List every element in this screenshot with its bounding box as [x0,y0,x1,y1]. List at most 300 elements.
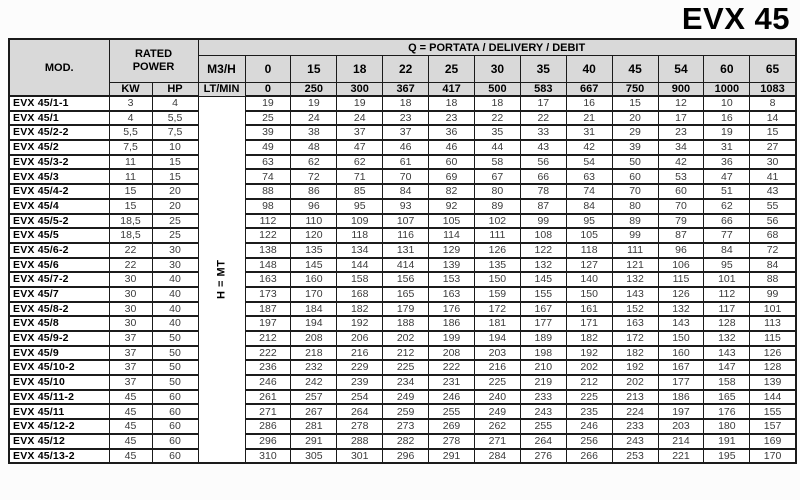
m3h-value: 35 [520,56,566,83]
head-value-cell: 264 [520,434,566,449]
head-value-cell: 132 [612,272,658,287]
kw-cell: 18,5 [109,228,152,243]
model-cell: EVX 45/9 [9,346,109,361]
head-unit-cell [198,96,245,463]
head-value-cell: 85 [337,184,383,199]
head-value-cell: 208 [291,331,337,346]
head-value-cell: 80 [612,199,658,214]
head-value-cell: 47 [337,140,383,155]
head-value-cell: 98 [245,199,291,214]
rated-power-label: RATED POWER [132,48,175,73]
head-value-cell: 225 [474,375,520,390]
kw-cell: 22 [109,243,152,258]
hp-cell: 20 [152,184,198,199]
table-row [9,287,796,302]
head-value-cell: 95 [704,258,750,273]
head-value-cell: 150 [566,287,612,302]
head-value-cell: 72 [750,243,796,258]
head-value-cell: 34 [658,140,704,155]
model-cell: EVX 45/7-2 [9,272,109,287]
hp-cell: 5,5 [152,111,198,126]
head-value-cell: 195 [704,449,750,464]
head-value-cell: 21 [566,111,612,126]
head-value-cell: 16 [704,111,750,126]
head-value-cell: 139 [750,375,796,390]
table-row [9,125,796,140]
head-value-cell: 14 [750,111,796,126]
kw-cell: 45 [109,434,152,449]
head-value-cell: 41 [750,169,796,184]
head-value-cell: 278 [429,434,475,449]
table-row [9,375,796,390]
head-value-cell: 140 [566,272,612,287]
head-value-cell: 117 [704,302,750,317]
head-value-cell: 192 [337,316,383,331]
head-value-cell: 67 [474,169,520,184]
head-value-cell: 144 [750,390,796,405]
head-value-cell: 156 [383,272,429,287]
table-row [9,419,796,434]
head-value-cell: 89 [474,199,520,214]
head-value-cell: 17 [658,111,704,126]
head-value-cell: 48 [291,140,337,155]
head-value-cell: 19 [704,125,750,140]
head-value-cell: 243 [520,404,566,419]
head-value-cell: 63 [566,169,612,184]
head-value-cell: 54 [566,155,612,170]
head-value-cell: 214 [658,434,704,449]
head-value-cell: 18 [429,96,475,111]
head-value-cell: 278 [337,419,383,434]
head-value-cell: 51 [704,184,750,199]
head-value-cell: 19 [337,96,383,111]
head-value-cell: 70 [612,184,658,199]
h-mt-label: H = MT [215,259,228,300]
head-value-cell: 122 [520,243,566,258]
head-value-cell: 225 [383,360,429,375]
head-value-cell: 114 [429,228,475,243]
head-value-cell: 126 [750,346,796,361]
head-value-cell: 87 [658,228,704,243]
head-value-cell: 194 [291,316,337,331]
head-value-cell: 171 [566,316,612,331]
head-value-cell: 69 [429,169,475,184]
hp-cell: 25 [152,214,198,229]
head-value-cell: 84 [383,184,429,199]
hp-cell: 50 [152,331,198,346]
ltmin-value: 417 [429,83,475,97]
head-value-cell: 284 [474,449,520,464]
head-value-cell: 187 [245,302,291,317]
head-value-cell: 163 [612,316,658,331]
table-row [9,449,796,464]
head-value-cell: 62 [704,199,750,214]
table-row [9,316,796,331]
head-value-cell: 232 [291,360,337,375]
head-value-cell: 194 [474,331,520,346]
head-value-cell: 70 [658,199,704,214]
head-value-cell: 12 [658,96,704,111]
model-cell: EVX 45/4 [9,199,109,214]
head-value-cell: 169 [750,434,796,449]
table-row [9,360,796,375]
head-value-cell: 15 [750,125,796,140]
hp-cell: 40 [152,272,198,287]
head-value-cell: 19 [291,96,337,111]
head-value-cell: 118 [337,228,383,243]
head-value-cell: 240 [474,390,520,405]
head-value-cell: 101 [704,272,750,287]
m3h-label: M3/H [198,56,245,83]
head-value-cell: 254 [337,390,383,405]
head-value-cell: 101 [750,302,796,317]
head-value-cell: 296 [245,434,291,449]
head-value-cell: 19 [245,96,291,111]
head-value-cell: 108 [520,228,566,243]
head-value-cell: 222 [429,360,475,375]
head-value-cell: 197 [245,316,291,331]
kw-cell: 22 [109,258,152,273]
head-value-cell: 249 [474,404,520,419]
head-value-cell: 39 [612,140,658,155]
hp-cell: 60 [152,434,198,449]
hp-cell: 60 [152,390,198,405]
head-value-cell: 239 [337,375,383,390]
hp-cell: 30 [152,243,198,258]
head-value-cell: 225 [566,390,612,405]
head-value-cell: 273 [383,419,429,434]
head-value-cell: 35 [474,125,520,140]
head-value-cell: 128 [750,360,796,375]
head-value-cell: 218 [291,346,337,361]
header-row-q [9,39,796,56]
head-value-cell: 96 [658,243,704,258]
head-value-cell: 116 [383,228,429,243]
head-value-cell: 172 [474,302,520,317]
head-value-cell: 126 [474,243,520,258]
table-row [9,272,796,287]
head-value-cell: 165 [704,390,750,405]
head-value-cell: 127 [566,258,612,273]
ltmin-label: LT/MIN [198,83,245,97]
pump-performance-table [8,38,797,464]
model-cell: EVX 45/13-2 [9,449,109,464]
head-value-cell: 203 [474,346,520,361]
m3h-value: 22 [383,56,429,83]
m3h-value: 54 [658,56,704,83]
kw-cell: 37 [109,360,152,375]
model-cell: EVX 45/5-2 [9,214,109,229]
head-value-cell: 47 [704,169,750,184]
head-value-cell: 202 [383,331,429,346]
hp-cell: 60 [152,449,198,464]
head-value-cell: 186 [429,316,475,331]
head-value-cell: 208 [429,346,475,361]
model-cell: EVX 45/6 [9,258,109,273]
kw-cell: 37 [109,331,152,346]
model-cell: EVX 45/2 [9,140,109,155]
head-value-cell: 10 [704,96,750,111]
head-value-cell: 42 [658,155,704,170]
head-value-cell: 25 [245,111,291,126]
kw-cell: 45 [109,404,152,419]
head-value-cell: 121 [612,258,658,273]
head-value-cell: 266 [566,449,612,464]
head-value-cell: 77 [704,228,750,243]
head-value-cell: 86 [291,184,337,199]
head-value-cell: 221 [658,449,704,464]
table-row [9,390,796,405]
table-row [9,331,796,346]
head-value-cell: 176 [704,404,750,419]
kw-cell: 37 [109,375,152,390]
head-value-cell: 36 [704,155,750,170]
hp-header: HP [152,83,198,97]
head-value-cell: 106 [658,258,704,273]
head-value-cell: 18 [474,96,520,111]
model-cell: EVX 45/6-2 [9,243,109,258]
head-value-cell: 62 [337,155,383,170]
head-value-cell: 231 [429,375,475,390]
head-value-cell: 84 [566,199,612,214]
head-value-cell: 173 [245,287,291,302]
head-value-cell: 216 [337,346,383,361]
head-value-cell: 243 [612,434,658,449]
head-value-cell: 212 [245,331,291,346]
head-value-cell: 66 [520,169,566,184]
head-value-cell: 8 [750,96,796,111]
head-value-cell: 206 [337,331,383,346]
head-value-cell: 203 [658,419,704,434]
head-value-cell: 271 [474,434,520,449]
head-value-cell: 167 [658,360,704,375]
head-value-cell: 291 [429,449,475,464]
head-value-cell: 60 [429,155,475,170]
ltmin-value: 1083 [750,83,796,97]
head-value-cell: 155 [520,287,566,302]
head-value-cell: 145 [520,272,566,287]
ltmin-value: 500 [474,83,520,97]
model-cell: EVX 45/4-2 [9,184,109,199]
m3h-value: 25 [429,56,475,83]
head-value-cell: 58 [474,155,520,170]
head-value-cell: 89 [612,214,658,229]
hp-cell: 7,5 [152,125,198,140]
head-value-cell: 109 [337,214,383,229]
head-value-cell: 224 [612,404,658,419]
head-value-cell: 150 [474,272,520,287]
hp-cell: 50 [152,375,198,390]
head-value-cell: 235 [566,404,612,419]
head-value-cell: 165 [383,287,429,302]
head-value-cell: 150 [658,331,704,346]
kw-cell: 15 [109,199,152,214]
head-value-cell: 305 [291,449,337,464]
head-value-cell: 179 [383,302,429,317]
model-cell: EVX 45/2-2 [9,125,109,140]
head-value-cell: 111 [612,243,658,258]
head-value-cell: 20 [612,111,658,126]
kw-cell: 37 [109,346,152,361]
head-value-cell: 139 [429,258,475,273]
head-value-cell: 143 [658,316,704,331]
model-cell: EVX 45/8 [9,316,109,331]
head-value-cell: 18 [383,96,429,111]
head-value-cell: 253 [612,449,658,464]
head-value-cell: 55 [750,199,796,214]
head-value-cell: 246 [566,419,612,434]
hp-cell: 15 [152,155,198,170]
head-value-cell: 95 [566,214,612,229]
kw-cell: 3 [109,96,152,111]
head-value-cell: 301 [337,449,383,464]
head-value-cell: 234 [383,375,429,390]
model-cell: EVX 45/12 [9,434,109,449]
head-value-cell: 84 [704,243,750,258]
head-value-cell: 281 [291,419,337,434]
head-value-cell: 229 [337,360,383,375]
head-value-cell: 296 [383,449,429,464]
kw-cell: 7,5 [109,140,152,155]
head-value-cell: 172 [612,331,658,346]
hp-cell: 50 [152,346,198,361]
head-value-cell: 261 [245,390,291,405]
hp-cell: 4 [152,96,198,111]
head-value-cell: 31 [704,140,750,155]
head-value-cell: 15 [612,96,658,111]
head-value-cell: 143 [612,287,658,302]
head-value-cell: 60 [612,169,658,184]
head-value-cell: 212 [566,375,612,390]
head-value-cell: 199 [429,331,475,346]
m3h-value: 18 [337,56,383,83]
head-value-cell: 188 [383,316,429,331]
kw-cell: 30 [109,302,152,317]
head-value-cell: 236 [245,360,291,375]
head-value-cell: 134 [337,243,383,258]
ltmin-value: 583 [520,83,566,97]
model-cell: EVX 45/11-2 [9,390,109,405]
head-value-cell: 414 [383,258,429,273]
head-value-cell: 219 [520,375,566,390]
head-value-cell: 216 [474,360,520,375]
ltmin-value: 900 [658,83,704,97]
model-cell: EVX 45/7 [9,287,109,302]
model-cell: EVX 45/12-2 [9,419,109,434]
head-value-cell: 129 [429,243,475,258]
head-value-cell: 135 [474,258,520,273]
head-value-cell: 22 [520,111,566,126]
head-value-cell: 160 [291,272,337,287]
model-cell: EVX 45/1 [9,111,109,126]
head-value-cell: 197 [658,404,704,419]
head-value-cell: 24 [337,111,383,126]
head-value-cell: 74 [566,184,612,199]
kw-cell: 30 [109,287,152,302]
q-delivery-header: Q = PORTATA / DELIVERY / DEBIT [198,39,796,56]
head-value-cell: 99 [612,228,658,243]
head-value-cell: 118 [566,243,612,258]
head-value-cell: 33 [520,125,566,140]
head-value-cell: 44 [474,140,520,155]
head-value-cell: 170 [750,449,796,464]
head-value-cell: 186 [658,390,704,405]
hp-cell: 25 [152,228,198,243]
kw-cell: 11 [109,155,152,170]
head-value-cell: 99 [520,214,566,229]
head-value-cell: 288 [337,434,383,449]
m3h-value: 0 [245,56,291,83]
head-value-cell: 198 [520,346,566,361]
head-value-cell: 72 [291,169,337,184]
m3h-value: 45 [612,56,658,83]
head-value-cell: 24 [291,111,337,126]
head-value-cell: 153 [429,272,475,287]
head-value-cell: 158 [337,272,383,287]
head-value-cell: 155 [750,404,796,419]
head-value-cell: 95 [337,199,383,214]
table-row [9,346,796,361]
ltmin-value: 1000 [704,83,750,97]
model-cell: EVX 45/5 [9,228,109,243]
table-row [9,404,796,419]
head-value-cell: 71 [337,169,383,184]
head-value-cell: 96 [291,199,337,214]
kw-cell: 11 [109,169,152,184]
model-cell: EVX 45/3 [9,169,109,184]
head-value-cell: 60 [658,184,704,199]
head-value-cell: 276 [520,449,566,464]
head-value-cell: 43 [750,184,796,199]
table-row [9,184,796,199]
head-value-cell: 56 [520,155,566,170]
head-value-cell: 68 [750,228,796,243]
table-row [9,302,796,317]
head-value-cell: 145 [291,258,337,273]
head-value-cell: 192 [612,360,658,375]
head-value-cell: 246 [245,375,291,390]
head-value-cell: 202 [612,375,658,390]
ltmin-value: 300 [337,83,383,97]
head-value-cell: 163 [245,272,291,287]
m3h-value: 30 [474,56,520,83]
head-value-cell: 246 [429,390,475,405]
head-value-cell: 184 [291,302,337,317]
head-value-cell: 157 [750,419,796,434]
rated-power-header [109,39,198,83]
kw-cell: 45 [109,449,152,464]
kw-header: KW [109,83,152,97]
model-cell: EVX 45/10 [9,375,109,390]
head-value-cell: 29 [612,125,658,140]
head-value-cell: 138 [245,243,291,258]
head-value-cell: 233 [612,419,658,434]
head-value-cell: 99 [750,287,796,302]
head-value-cell: 107 [383,214,429,229]
table-row [9,258,796,273]
head-value-cell: 152 [612,302,658,317]
head-value-cell: 66 [704,214,750,229]
head-value-cell: 42 [566,140,612,155]
head-value-cell: 161 [566,302,612,317]
head-value-cell: 181 [474,316,520,331]
head-value-cell: 147 [704,360,750,375]
model-cell: EVX 45/8-2 [9,302,109,317]
head-value-cell: 111 [474,228,520,243]
head-value-cell: 110 [291,214,337,229]
ltmin-value: 750 [612,83,658,97]
kw-cell: 18,5 [109,214,152,229]
